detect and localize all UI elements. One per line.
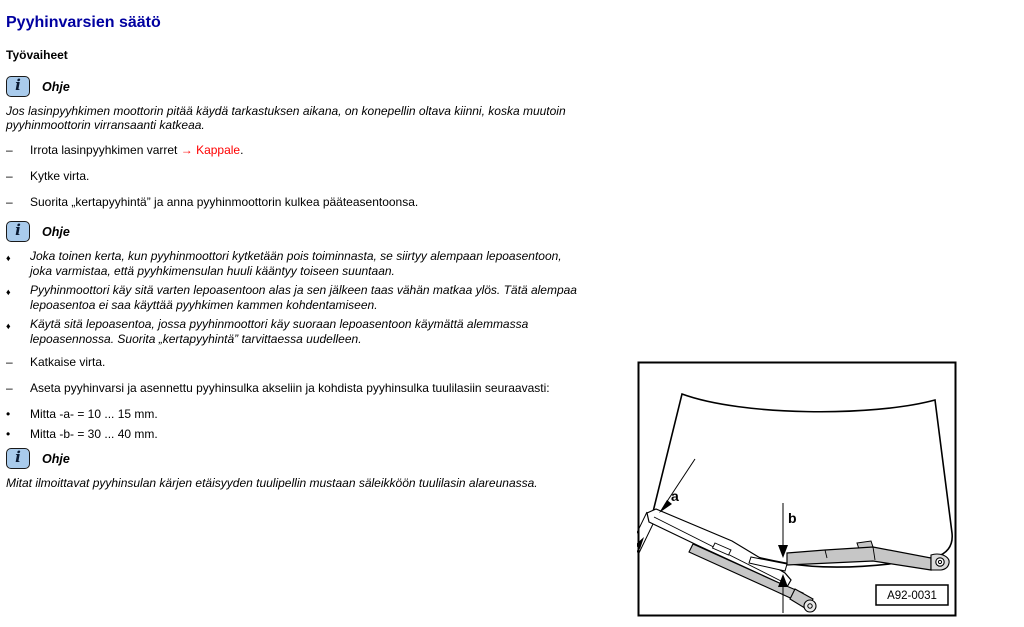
note-label: Ohje [42, 79, 70, 94]
right-arm-pivot [936, 558, 944, 566]
note-header-2 [6, 221, 640, 242]
diamond-marker: ♦ [6, 287, 11, 297]
figure-label-b: b [788, 510, 797, 526]
note-header-1 [6, 76, 640, 97]
figure-frame [639, 363, 956, 616]
step-item [6, 381, 606, 396]
text-column [0, 0, 640, 501]
diamond-marker: ♦ [6, 253, 11, 263]
info-icon-glyph: i [15, 448, 21, 466]
note-bullet-item [6, 317, 584, 347]
page-title: Pyyhinvarsien säätö [6, 14, 161, 31]
note-bullet-text: Pyyhinmoottori käy sitä varten lepoasentoon alas ja sen jälkeen taas vähän matkaa ylös. Tätä alempaa lepoasentoa ei saa käyttää pyyhkimen kammen kohdentamiseen. [30, 283, 577, 312]
info-icon [6, 448, 30, 469]
note-bullet-item [6, 249, 584, 279]
step-item [6, 355, 606, 370]
figure-label-a: a [671, 488, 679, 504]
dash-marker: – [6, 169, 13, 183]
note-header-3 [6, 448, 640, 469]
bullet-marker: • [6, 427, 11, 441]
step-item [6, 143, 606, 158]
dash-marker: – [6, 355, 13, 369]
info-icon [6, 221, 30, 242]
note-bullet-list [6, 249, 640, 347]
step-text: Katkaise virta. [30, 355, 106, 369]
step-text: Aseta pyyhinvarsi ja asennettu pyyhinsulka akseliin ja kohdista pyyhinsulka tuulilasiin seuraavasti: [30, 381, 550, 395]
step-text [30, 143, 606, 158]
note-bullet-text: Käytä sitä lepoasentoa, jossa pyyhinmoottori käy suoraan lepoasentoon käymättä alemmassa lepoasennossa. Suorita „kertapyyhintä” tarvittaessa uudelleen. [30, 317, 529, 346]
note-text: Mitat ilmoittavat pyyhinsulan kärjen etäisyyden tuulipellin mustaan säleikköön tuulilasin alareunassa. [6, 476, 538, 490]
note-bullet-item [6, 283, 584, 313]
diamond-marker: ♦ [6, 321, 11, 331]
dash-marker: – [6, 143, 13, 157]
dash-marker: – [6, 381, 13, 395]
info-icon-glyph: i [15, 76, 21, 94]
step-item [6, 195, 606, 210]
chapter-link[interactable]: → Kappale [180, 143, 241, 157]
left-arm-pivot [804, 600, 816, 612]
wiper-adjustment-figure [637, 361, 957, 617]
bullet-marker: • [6, 407, 11, 421]
measurement-text: Mitta -b- = 30 ... 40 mm. [30, 427, 158, 441]
figure-ref-label: A92-0031 [887, 590, 937, 602]
measurement-item [6, 427, 606, 442]
section-subtitle: Työvaiheet [6, 48, 68, 62]
step-text-pre: Irrota lasinpyyhkimen varret [30, 143, 181, 157]
step-text-post: . [240, 143, 244, 157]
measurement-list [6, 407, 640, 442]
measurement-item [6, 407, 606, 422]
note-text: Jos lasinpyyhkimen moottorin pitää käydä tarkastuksen aikana, on konepellin oltava kiinni, koska muutoin pyyhinmoottorin virransaanti katkeaa. [6, 104, 566, 132]
step-text: Suorita „kertapyyhintä” ja anna pyyhinmoottorin kulkea pääteasentoonsa. [30, 195, 419, 209]
note-bullet-text: Joka toinen kerta, kun pyyhinmoottori kytketään pois toiminnasta, se siirtyy alempaan lepoasentoon, joka varmistaa, että pyyhkimensulan huuli kääntyy toiseen suuntaan. [30, 249, 562, 278]
info-icon-glyph: i [15, 221, 21, 239]
wiper-figure-svg [637, 361, 957, 617]
info-icon [6, 76, 30, 97]
dash-marker: – [6, 195, 13, 209]
note-label: Ohje [42, 451, 70, 466]
note-label: Ohje [42, 224, 70, 239]
step-text: Kytke virta. [30, 169, 90, 183]
measurement-text: Mitta -a- = 10 ... 15 mm. [30, 407, 158, 421]
step-item [6, 169, 606, 184]
